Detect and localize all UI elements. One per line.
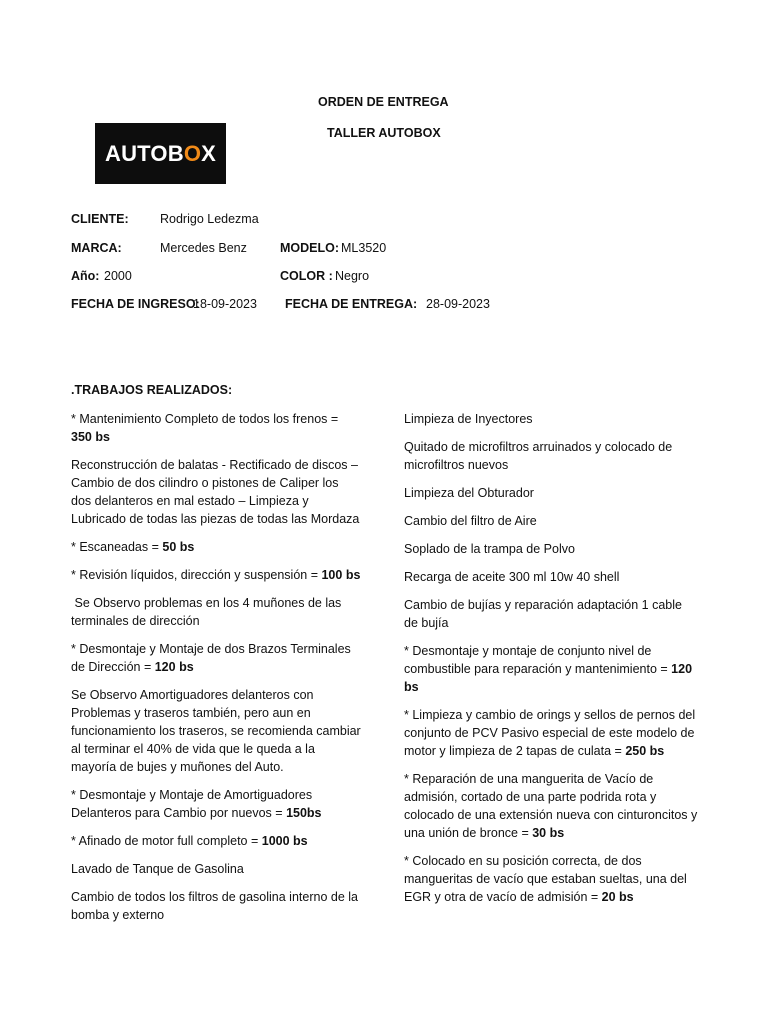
work-item: * Colocado en su posición correcta, de dos mangueritas de vacío que estaban sueltas, una del EGR y otra de vacío de admisión = 20 bs (404, 854, 687, 904)
autobox-logo (95, 123, 226, 184)
fecha-ingreso-value: 18-09-2023 (193, 297, 257, 311)
work-item: Cambio de bujías y reparación adaptación 1 cable de bujía (404, 598, 682, 630)
work-item: Se Observo Amortiguadores delanteros con Problemas y traseros también, pero aun en funcionamiento los traseros, se recomienda cambiar al terminar el 40% de vida que le queda a la mayoría de bujes y muñones del Auto. (71, 688, 361, 774)
fecha-entrega-label: FECHA DE ENTREGA: (285, 297, 418, 311)
work-item: * Desmontaje y Montaje de dos Brazos Terminales de Dirección = 120 bs (71, 642, 351, 674)
work-item: * Mantenimiento Completo de todos los frenos = 350 bs (71, 412, 339, 444)
marca-value: Mercedes Benz (160, 241, 247, 255)
work-item: * Desmontaje y Montaje de Amortiguadores Delanteros para Cambio por nuevos = 150bs (71, 788, 322, 820)
work-item: * Desmontaje y montaje de conjunto nivel de combustible para reparación y mantenimiento = 120 bs (404, 644, 693, 694)
fecha-entrega-value: 28-09-2023 (426, 297, 490, 311)
modelo-value: ML3520 (341, 241, 387, 255)
work-list-left (71, 410, 361, 934)
work-item: Recarga de aceite 300 ml 10w 40 shell (404, 570, 620, 584)
work-item: Limpieza del Obturador (404, 486, 534, 500)
work-item: Reconstrucción de balatas - Rectificado de discos – Cambio de dos cilindro o pistones de Caliper los dos delanteros en mal estado – Limpieza y Lubricado de todas las piezas de todas las Mordaza (71, 458, 360, 526)
marca-label: MARCA: (71, 241, 122, 255)
work-item: Lavado de Tanque de Gasolina (71, 862, 244, 876)
color-value: Negro (335, 269, 370, 283)
wrench-o-icon: O (183, 140, 202, 166)
work-item: Quitado de microfiltros arruinados y colocado de microfiltros nuevos (404, 440, 673, 472)
modelo-label: MODELO: (280, 241, 340, 255)
cliente-value: Rodrigo Ledezma (160, 212, 259, 226)
cliente-label: CLIENTE: (71, 212, 129, 226)
logo-wordmark: AUTOBOX (104, 140, 216, 166)
work-item: Cambio de todos los filtros de gasolina interno de la bomba y externo (71, 890, 358, 922)
work-item: * Revisión líquidos, dirección y suspensión = 100 bs (71, 568, 361, 582)
anio-value: 2000 (104, 269, 132, 283)
work-item: * Afinado de motor full completo = 1000 bs (71, 834, 308, 848)
anio-label: Año: (71, 269, 100, 283)
work-item: * Reparación de una manguerita de Vacío de admisión, cortado de una parte podrida rota y colocado de una extensión nueva con cinturoncitos y una unión de bronce = 30 bs (404, 772, 698, 840)
work-item: Soplado de la trampa de Polvo (404, 542, 575, 556)
work-item: Limpieza de Inyectores (404, 412, 533, 426)
color-label: COLOR : (280, 269, 333, 283)
document-subtitle: TALLER AUTOBOX (327, 126, 441, 140)
work-item: * Limpieza y cambio de orings y sellos de pernos del conjunto de PCV Pasivo especial de este modelo de motor y limpieza de 2 tapas de culata = 250 bs (404, 708, 696, 758)
fecha-ingreso-label: FECHA DE INGRESO: (71, 297, 200, 311)
work-item: Cambio del filtro de Aire (404, 514, 537, 528)
work-list-right (404, 410, 699, 916)
document-title: ORDEN DE ENTREGA (318, 95, 449, 109)
trabajos-heading: .TRABAJOS REALIZADOS: (71, 383, 233, 397)
work-item: Se Observo problemas en los 4 muñones de las terminales de dirección (71, 596, 345, 628)
work-item: * Escaneadas = 50 bs (71, 540, 195, 554)
